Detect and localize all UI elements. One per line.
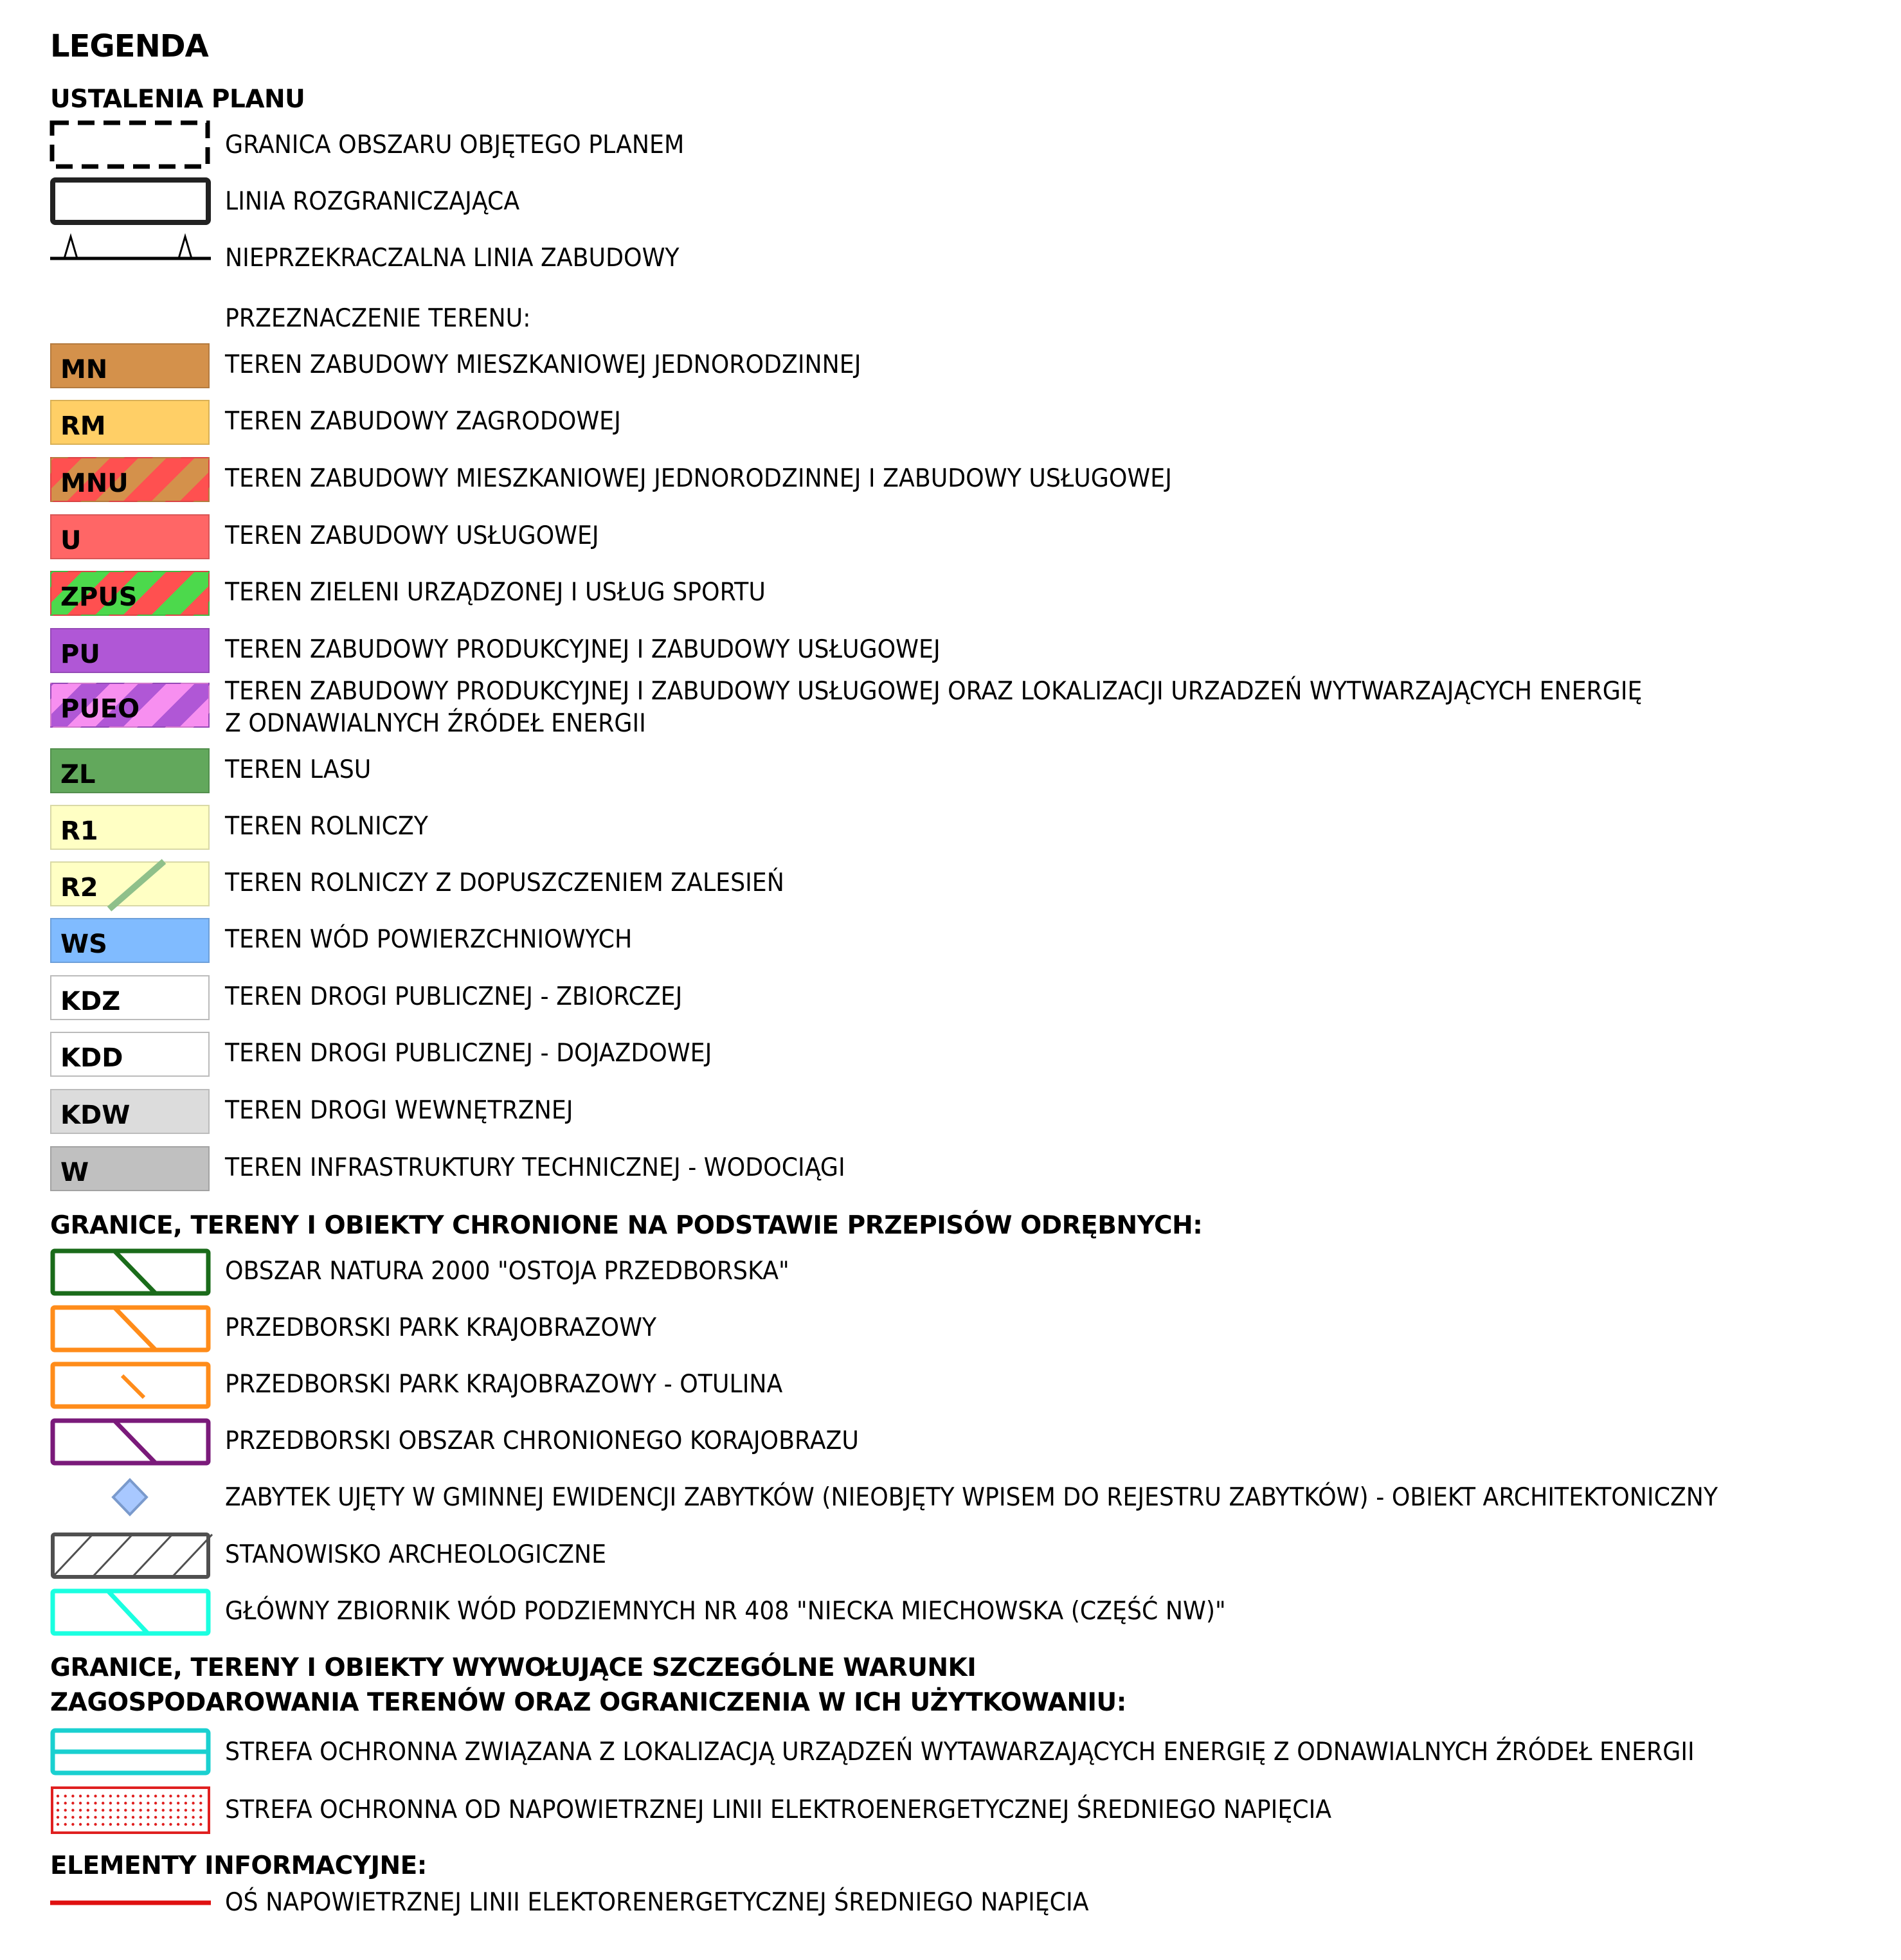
- swatch-code: MNU: [60, 469, 129, 498]
- land-use-label: TEREN ZIELENI URZĄDZONEJ I USŁUG SPORTU: [225, 578, 766, 607]
- swatch-code: ZL: [60, 760, 96, 789]
- swatch-code: PU: [60, 640, 100, 669]
- swatch-mnu: [50, 457, 210, 502]
- swatch-w: [50, 1146, 210, 1191]
- land-use-label: TEREN WÓD POWIERZCHNIOWYCH: [225, 925, 633, 954]
- land-use-label: TEREN INFRASTRUKTURY TECHNICZNEJ - WODOCIĄGI: [225, 1153, 845, 1182]
- archaeological-hatch-icon: [50, 1532, 212, 1581]
- legend-item-label: OBSZAR NATURA 2000 "OSTOJA PRZEDBORSKA": [225, 1257, 789, 1286]
- legend-title: LEGENDA: [50, 28, 208, 64]
- monument-diamond-icon: [50, 1475, 212, 1524]
- section-conditions-heading-1: GRANICE, TERENY I OBIEKTY WYWOŁUJĄCE SZCZEGÓLNE WARUNKI: [50, 1653, 977, 1682]
- swatch-r2: [50, 861, 210, 906]
- swatch-code: PUEO: [60, 694, 140, 724]
- land-use-label: TEREN DROGI WEWNĘTRZNEJ: [225, 1096, 573, 1125]
- section-info-heading: ELEMENTY INFORMACYJNE:: [50, 1851, 427, 1880]
- land-use-label: TEREN ROLNICZY: [225, 812, 428, 841]
- groundwater-boundary-icon: [50, 1588, 212, 1637]
- legend-item-label: STANOWISKO ARCHEOLOGICZNE: [225, 1540, 607, 1569]
- swatch-code: WS: [60, 930, 107, 959]
- renewable-protection-zone-icon: [50, 1728, 212, 1778]
- plan-boundary-label: GRANICA OBSZARU OBJĘTEGO PLANEM: [225, 130, 685, 159]
- swatch-code: KDZ: [60, 987, 121, 1016]
- land-use-label: TEREN ZABUDOWY ZAGRODOWEJ: [225, 407, 621, 436]
- swatch-code: R1: [60, 816, 98, 846]
- land-use-label: TEREN ZABUDOWY MIESZKANIOWEJ JEDNORODZINNEJ I ZABUDOWY USŁUGOWEJ: [225, 464, 1172, 493]
- land-use-label: TEREN DROGI PUBLICZNEJ - DOJAZDOWEJ: [225, 1039, 712, 1068]
- swatch-code: ZPUS: [60, 582, 138, 612]
- swatch-code: R2: [60, 873, 98, 903]
- land-use-label-line2: Z ODNAWIALNYCH ŹRÓDEŁ ENERGII: [225, 709, 646, 738]
- section-conditions-heading-2: ZAGOSPODAROWANIA TERENÓW ORAZ OGRANICZENIA W ICH UŻYTKOWANIU:: [50, 1688, 1126, 1717]
- demarcation-line-label: LINIA ROZGRANICZAJĄCA: [225, 187, 520, 216]
- swatch-code: U: [60, 526, 82, 555]
- swatch-r1: [50, 805, 210, 850]
- swatch-code: MN: [60, 355, 108, 384]
- land-use-label: TEREN ZABUDOWY USŁUGOWEJ: [225, 521, 599, 550]
- swatch-u: [50, 514, 210, 559]
- section-protected-heading: GRANICE, TERENY I OBIEKTY CHRONIONE NA PODSTAWIE PRZEPISÓW ODRĘBNYCH:: [50, 1211, 1203, 1240]
- building-line-label: NIEPRZEKRACZALNA LINIA ZABUDOWY: [225, 244, 680, 273]
- legend-item-label: ZABYTEK UJĘTY W GMINNEJ EWIDENCJI ZABYTKÓW (NIEOBJĘTY WPISEM DO REJESTRU ZABYTKÓW) - OBIEKT ARCHITEKTONICZNY: [225, 1483, 1718, 1512]
- swatch-kdz: [50, 975, 210, 1020]
- protected-landscape-boundary-icon: [50, 1418, 212, 1467]
- land-use-label: TEREN DROGI PUBLICZNEJ - ZBIORCZEJ: [225, 982, 683, 1011]
- legend-item-label: STREFA OCHRONNA OD NAPOWIETRZNEJ LINII ELEKTROENERGETYCZNEJ ŚREDNIEGO NAPIĘCIA: [225, 1795, 1332, 1824]
- legend-item-label: PRZEDBORSKI PARK KRAJOBRAZOWY: [225, 1313, 657, 1342]
- demarcation-line-icon: [50, 177, 211, 226]
- swatch-code: W: [60, 1158, 89, 1187]
- swatch-code: KDD: [60, 1043, 123, 1073]
- legend-item-label: OŚ NAPOWIETRZNEJ LINII ELEKTORENERGETYCZNEJ ŚREDNIEGO NAPIĘCIA: [225, 1888, 1089, 1917]
- swatch-rm: [50, 400, 210, 445]
- swatch-pu: [50, 628, 210, 673]
- land-use-label: TEREN ROLNICZY Z DOPUSZCZENIEM ZALESIEŃ: [225, 868, 784, 897]
- plan-boundary-icon: [50, 121, 211, 170]
- swatch-zl: [50, 748, 210, 793]
- land-use-label: TEREN ZABUDOWY MIESZKANIOWEJ JEDNORODZINNEJ: [225, 350, 861, 379]
- power-line-axis-icon: [50, 1896, 212, 1909]
- swatch-code: KDW: [60, 1101, 131, 1130]
- buffer-zone-boundary-icon: [50, 1362, 212, 1410]
- swatch-mn: [50, 343, 210, 388]
- legend-item-label: PRZEDBORSKI OBSZAR CHRONIONEGO KORAJOBRAZU: [225, 1426, 859, 1455]
- legend-item-label: PRZEDBORSKI PARK KRAJOBRAZOWY - OTULINA: [225, 1370, 783, 1399]
- swatch-kdw: [50, 1089, 210, 1134]
- land-use-header: PRZEZNACZENIE TERENU:: [225, 304, 531, 333]
- land-use-label: TEREN ZABUDOWY PRODUKCYJNEJ I ZABUDOWY USŁUGOWEJ: [225, 635, 941, 664]
- swatch-ws: [50, 918, 210, 963]
- legend-item-label: STREFA OCHRONNA ZWIĄZANA Z LOKALIZACJĄ URZĄDZEŃ WYTAWARZAJĄCYCH ENERGIĘ Z ODNAWIALNYCH ŹRÓDEŁ ENERGII: [225, 1738, 1695, 1767]
- land-use-label: TEREN LASU: [225, 755, 372, 784]
- land-use-label: TEREN ZABUDOWY PRODUKCYJNEJ I ZABUDOWY USŁUGOWEJ ORAZ LOKALIZACJI URZADZEŃ WYTWARZAJĄCYCH ENERGIĘ: [225, 677, 1643, 706]
- section-plan-heading: USTALENIA PLANU: [50, 85, 305, 114]
- natura-2000-boundary-icon: [50, 1248, 212, 1297]
- swatch-pueo: [50, 683, 210, 728]
- legend-item-label: GŁÓWNY ZBIORNIK WÓD PODZIEMNYCH NR 408 "NIECKA MIECHOWSKA (CZĘŚĆ NW)": [225, 1597, 1226, 1626]
- building-line-icon: [50, 234, 211, 266]
- swatch-zpus: [50, 571, 210, 616]
- swatch-code: RM: [60, 411, 106, 441]
- landscape-park-boundary-icon: [50, 1305, 212, 1354]
- swatch-kdd: [50, 1032, 210, 1077]
- power-line-zone-dots-icon: [50, 1786, 212, 1836]
